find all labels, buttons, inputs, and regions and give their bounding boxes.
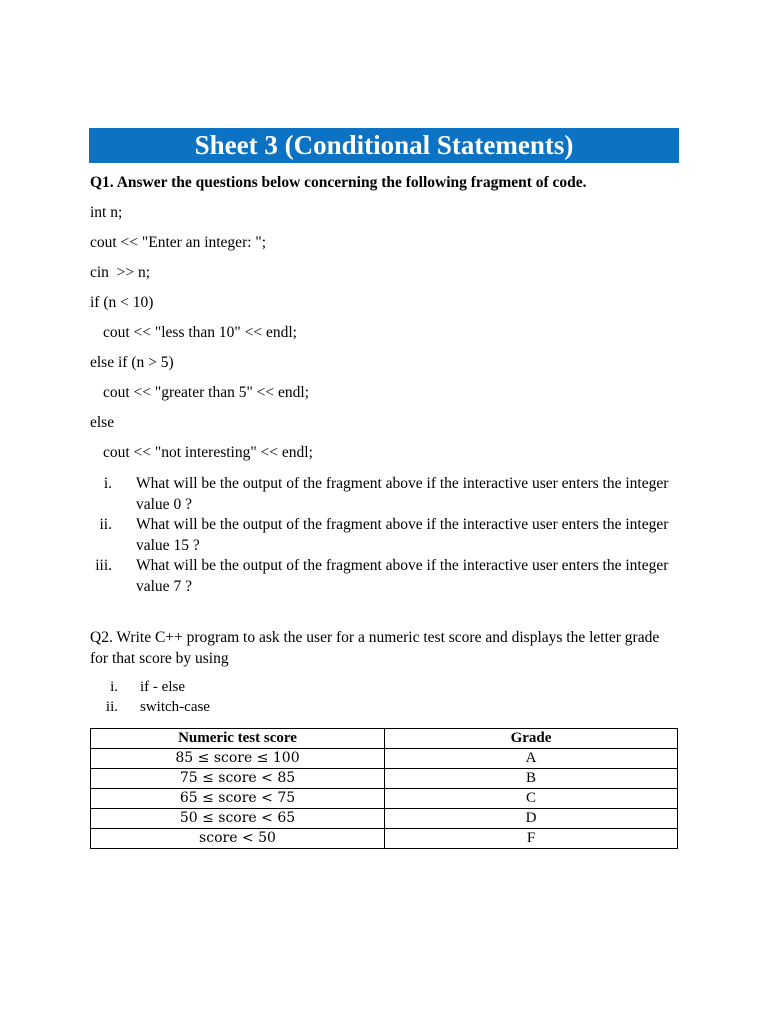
code-line: else xyxy=(90,414,115,431)
q1-question xyxy=(0,473,768,515)
grade-cell: D xyxy=(385,809,678,829)
column-header-grade: Grade xyxy=(385,729,678,749)
grade-cell: C xyxy=(385,789,678,809)
grade-cell: B xyxy=(385,769,678,789)
code-line: cout << "not interesting" << endl; xyxy=(103,444,313,461)
question-text: What will be the output of the fragment above if the interactive user enters the integer value 7 ? xyxy=(136,557,669,595)
table-row xyxy=(91,809,678,829)
table-row xyxy=(91,769,678,789)
option-text: if - else xyxy=(140,679,185,695)
question-number: iii. xyxy=(95,557,112,574)
question-number: ii. xyxy=(99,516,112,533)
code-line: cout << "less than 10" << endl; xyxy=(103,324,297,341)
question-number: i. xyxy=(103,475,112,492)
score-range-cell: 50 ≤ score < 65 xyxy=(91,809,385,829)
q2-option xyxy=(0,677,768,697)
code-line: cin >> n; xyxy=(90,264,151,281)
grade-table xyxy=(90,728,678,849)
option-number: i. xyxy=(110,679,118,695)
q1-question xyxy=(0,555,768,597)
score-range-cell: 75 ≤ score < 85 xyxy=(91,769,385,789)
sheet-title: Sheet 3 (Conditional Statements) xyxy=(89,128,679,163)
code-line: int n; xyxy=(90,204,123,221)
q2-text: Q2. Write C++ program to ask the user for a numeric test score and displays the letter grade for that score by using xyxy=(90,629,660,667)
question-text: What will be the output of the fragment above if the interactive user enters the integer value 15 ? xyxy=(136,516,669,554)
table-row xyxy=(91,789,678,809)
option-number: ii. xyxy=(105,699,118,715)
code-line: cout << "Enter an integer: "; xyxy=(90,234,267,251)
grade-cell: A xyxy=(385,749,678,769)
score-range-cell: 85 ≤ score ≤ 100 xyxy=(91,749,385,769)
code-line: if (n < 10) xyxy=(90,294,154,311)
grade-cell: F xyxy=(385,829,678,849)
score-range-cell: score < 50 xyxy=(91,829,385,849)
q1-heading: Q1. Answer the questions below concerning the following fragment of code. xyxy=(90,174,587,191)
code-line: else if (n > 5) xyxy=(90,354,174,371)
table-header-row xyxy=(91,729,678,749)
q2-option xyxy=(0,697,768,717)
table-row xyxy=(91,829,678,849)
column-header-score: Numeric test score xyxy=(91,729,385,749)
table-row xyxy=(91,749,678,769)
score-range-cell: 65 ≤ score < 75 xyxy=(91,789,385,809)
option-text: switch-case xyxy=(140,699,210,715)
code-line: cout << "greater than 5" << endl; xyxy=(103,384,310,401)
question-text: What will be the output of the fragment above if the interactive user enters the integer value 0 ? xyxy=(136,475,669,513)
q1-question xyxy=(0,514,768,556)
